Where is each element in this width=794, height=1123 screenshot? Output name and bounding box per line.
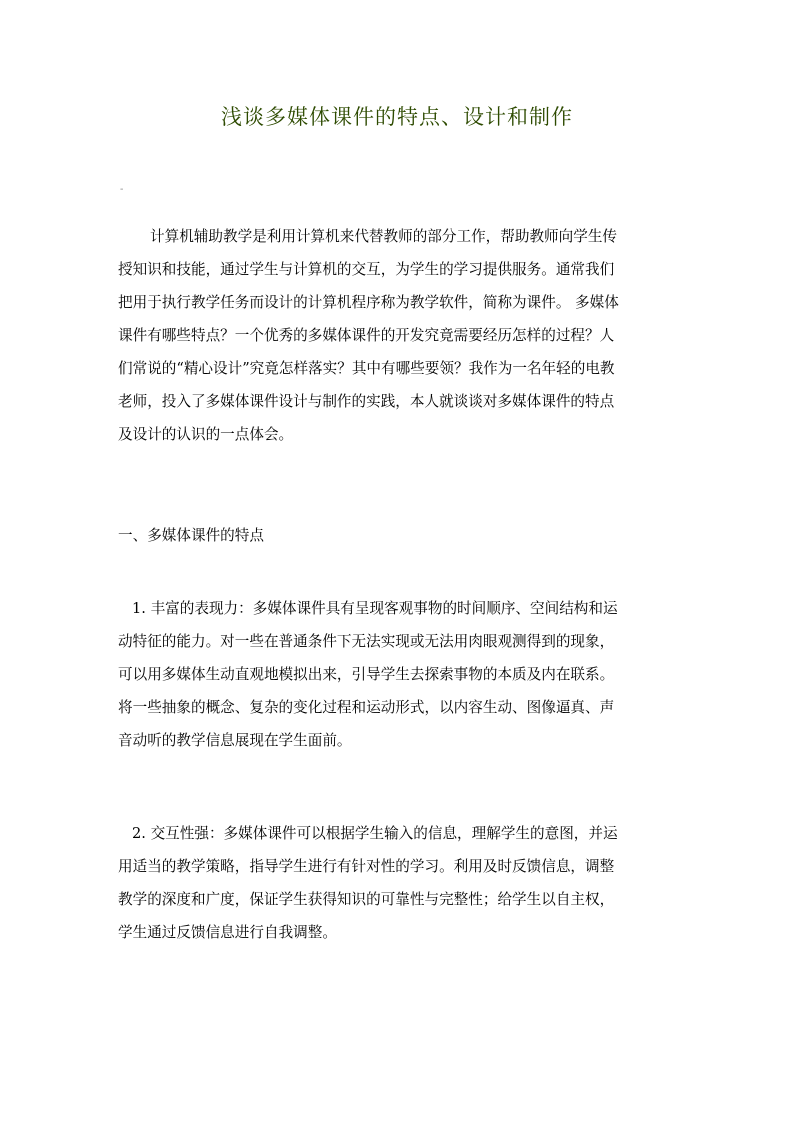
paragraph-line: 动特征的能力。对一些在普通条件下无法实现或无法用肉眼观测得到的现象， — [118, 633, 615, 650]
list-item-2 — [118, 817, 678, 949]
document-title: 浅谈多媒体课件的特点、设计和制作 — [221, 105, 573, 129]
paragraph-marker: - — [120, 184, 124, 195]
paragraph-line: 2. 交互性强：多媒体课件可以根据学生输入的信息，理解学生的意图，并运 — [132, 825, 618, 842]
paragraph-line: 课件有哪些特点？一个优秀的多媒体课件的开发究竟需要经历怎样的过程？人 — [118, 327, 615, 344]
paragraph-line: 老师，投入了多媒体课件设计与制作的实践，本人就谈谈对多媒体课件的特点 — [118, 393, 615, 410]
section-heading: 一、多媒体课件的特点 — [118, 527, 264, 544]
list-item-1 — [118, 592, 678, 757]
paragraph-line: 用适当的教学策略，指导学生进行有针对性的学习。利用及时反馈信息，调整 — [118, 858, 615, 875]
paragraph-line: 学生通过反馈信息进行自我调整。 — [118, 924, 337, 941]
paragraph-line: 将一些抽象的概念、复杂的变化过程和运动形式，以内容生动、图像逼真、声 — [118, 699, 615, 716]
paragraph-line: 可以用多媒体生动直观地模拟出来，引导学生去探索事物的本质及内在联系。 — [118, 666, 615, 683]
paragraph-line: 教学的深度和广度，保证学生获得知识的可靠性与完整性；给学生以自主权， — [118, 891, 615, 908]
paragraph-line: 及设计的认识的一点体会。 — [118, 426, 294, 443]
paragraph-line: 把用于执行教学任务而设计的计算机程序称为教学软件，简称为课件。 多媒体 — [118, 294, 619, 311]
paragraph-line: 们常说的“精心设计”究竟怎样落实？其中有哪些要领？我作为一名年轻的电教 — [118, 360, 615, 377]
paragraph-line: 计算机辅助教学是利用计算机来代替教师的部分工作，帮助教师向学生传 — [150, 228, 618, 245]
paragraph-line: 音动听的教学信息展现在学生面前。 — [118, 732, 352, 749]
intro-paragraph — [118, 220, 678, 451]
paragraph-line: 授知识和技能，通过学生与计算机的交互，为学生的学习提供服务。通常我们 — [118, 261, 615, 278]
paragraph-line: 1. 丰富的表现力：多媒体课件具有呈现客观事物的时间顺序、空间结构和运 — [132, 600, 618, 617]
